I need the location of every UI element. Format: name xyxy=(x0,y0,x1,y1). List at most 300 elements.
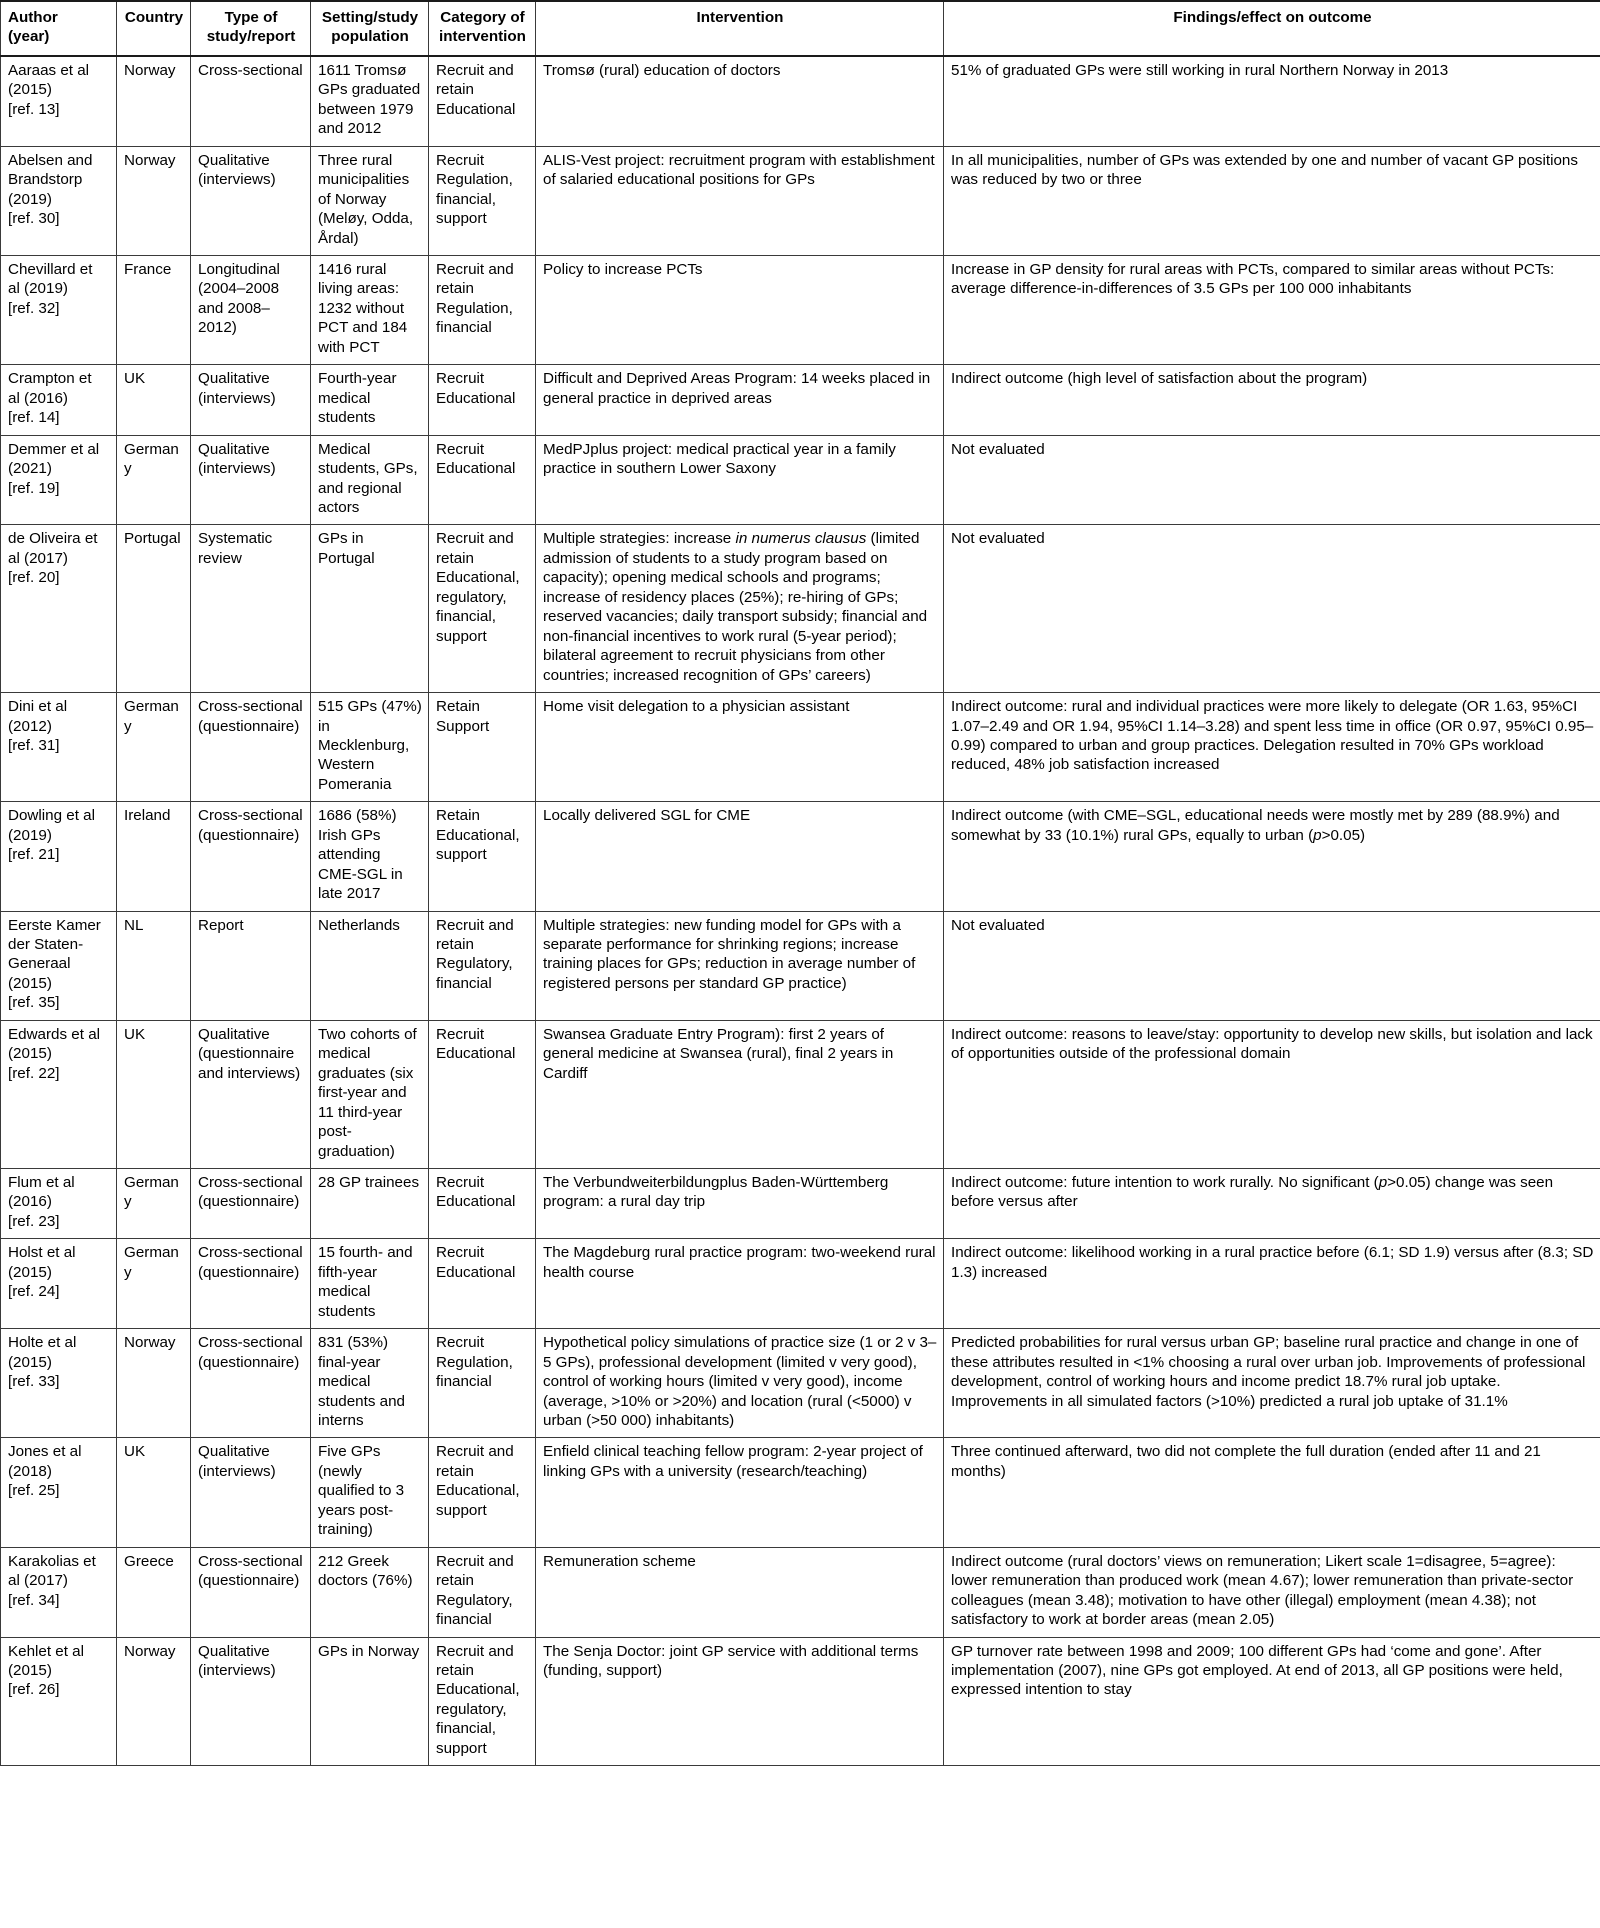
findings-text-italic: p xyxy=(1378,1174,1388,1192)
setting-text: 1686 (58%) Irish GPs attending CME-SGL in late 2017 xyxy=(318,807,403,903)
category-line: Educational xyxy=(436,1193,516,1211)
cell-intervention xyxy=(536,1637,944,1766)
cell-findings xyxy=(944,365,1600,435)
category-line: retain xyxy=(436,1661,474,1679)
category-line: Recruit xyxy=(436,151,485,169)
findings-text: Three continued afterward, two did not complete the full duration (ended after 11 and 21 months) xyxy=(951,1443,1541,1480)
table-row xyxy=(1,1169,1600,1239)
type-text: Cross-sectional xyxy=(198,61,303,79)
cell-type xyxy=(191,1239,311,1329)
cell-country xyxy=(117,1329,191,1438)
author-line: [ref. 34] xyxy=(8,1591,60,1609)
cell-findings xyxy=(944,56,1600,146)
country-text: Greece xyxy=(124,1552,174,1570)
findings-text-post: >0.05) change was seen before versus after xyxy=(951,1174,1554,1211)
author-line: Jones et al xyxy=(8,1443,82,1461)
author-line: [ref. 32] xyxy=(8,299,60,317)
author-line: Holst et al xyxy=(8,1244,76,1262)
author-line: der Staten- xyxy=(8,936,84,954)
table-row xyxy=(1,693,1600,802)
intervention-text: Enfield clinical teaching fellow program: 2-year project of linking GPs with a university (research/teaching) xyxy=(543,1443,923,1480)
author-line: (2015) xyxy=(8,974,52,992)
author-line: [ref. 21] xyxy=(8,846,60,864)
cell-category xyxy=(429,1020,536,1168)
cell-setting xyxy=(311,435,429,525)
category-line: support xyxy=(436,846,487,864)
cell-setting xyxy=(311,1169,429,1239)
author-line: Eerste Kamer xyxy=(8,916,101,934)
author-line: (2019) xyxy=(8,190,52,208)
cell-country xyxy=(117,1169,191,1239)
type-text: Qualitative (interviews) xyxy=(198,151,276,189)
country-text: Norway xyxy=(124,1642,176,1660)
setting-text: 15 fourth- and fifth-year medical students xyxy=(318,1244,413,1320)
author-line: (2012) xyxy=(8,717,52,735)
cell-findings xyxy=(944,1020,1600,1168)
author-line: Crampton et xyxy=(8,370,92,388)
cell-type xyxy=(191,1637,311,1766)
intervention-text: ALIS-Vest project: recruitment program with establishment of salaried educational positions for GPs xyxy=(543,151,935,189)
cell-intervention xyxy=(536,693,944,802)
cell-intervention xyxy=(536,435,944,525)
cell-setting xyxy=(311,1637,429,1766)
cell-author xyxy=(1,56,117,146)
intervention-text: MedPJplus project: medical practical year in a family practice in southern Lower Saxony xyxy=(543,440,896,478)
cell-type xyxy=(191,1438,311,1547)
category-line: financial xyxy=(436,974,492,992)
setting-text: 515 GPs (47%) in Mecklenburg, Western Pomerania xyxy=(318,698,422,793)
findings-text: Not evaluated xyxy=(951,440,1045,458)
column-header-category-line2: intervention xyxy=(439,28,526,46)
table-row xyxy=(1,56,1600,146)
author-line: [ref. 31] xyxy=(8,736,60,754)
column-header-findings xyxy=(944,1,1600,56)
category-line: Recruit xyxy=(436,1244,485,1262)
author-line: (2015) xyxy=(8,81,52,99)
setting-text: 1416 rural living areas: 1232 without PCT and 184 with PCT xyxy=(318,260,408,356)
setting-text: GPs in Portugal xyxy=(318,530,375,567)
cell-author xyxy=(1,435,117,525)
type-text: Cross-sectional (questionnaire) xyxy=(198,1244,303,1281)
author-line: al (2016) xyxy=(8,389,68,407)
author-line: Edwards et al xyxy=(8,1025,101,1043)
cell-author xyxy=(1,365,117,435)
setting-text: 831 (53%) final-year medical students and interns xyxy=(318,1334,405,1429)
category-line: Recruit xyxy=(436,440,485,458)
category-line: Recruit xyxy=(436,370,485,388)
setting-text: GPs in Norway xyxy=(318,1642,420,1660)
cell-category xyxy=(429,911,536,1020)
column-header-country-line1: Country xyxy=(124,9,184,26)
cell-findings xyxy=(944,802,1600,911)
column-header-setting-line2: population xyxy=(331,28,409,46)
intervention-text-italic: in numerus clausus xyxy=(735,530,867,548)
table-row xyxy=(1,525,1600,693)
cell-type xyxy=(191,56,311,146)
author-line: [ref. 35] xyxy=(8,994,60,1012)
author-line: (2015) xyxy=(8,1263,52,1281)
table-row xyxy=(1,911,1600,1020)
country-text: UK xyxy=(124,370,146,388)
category-line: Recruit and xyxy=(436,916,514,934)
cell-category xyxy=(429,56,536,146)
type-text: Cross-sectional (questionnaire) xyxy=(198,1174,303,1211)
cell-findings xyxy=(944,1169,1600,1239)
type-text: Qualitative (questionnaire and interviews) xyxy=(198,1025,301,1082)
cell-intervention xyxy=(536,1547,944,1637)
setting-text: Three rural municipalities of Norway (Meløy, Odda, Årdal) xyxy=(318,151,414,247)
cell-author xyxy=(1,802,117,911)
cell-findings xyxy=(944,435,1600,525)
country-text: Germany xyxy=(124,440,179,478)
type-text: Systematic review xyxy=(198,530,273,567)
column-header-type xyxy=(191,1,311,56)
author-line: [ref. 24] xyxy=(8,1283,60,1301)
setting-text: 1611 Tromsø GPs graduated between 1979 and 2012 xyxy=(318,61,421,138)
column-header-category-line1: Category of xyxy=(440,9,525,26)
cell-intervention xyxy=(536,146,944,255)
author-line: al (2017) xyxy=(8,1572,68,1590)
type-text: Cross-sectional (questionnaire) xyxy=(198,807,303,844)
cell-country xyxy=(117,1547,191,1637)
intervention-text-pre: Multiple strategies: increase xyxy=(543,530,736,548)
category-line: Recruit and xyxy=(436,530,514,548)
type-text: Qualitative (interviews) xyxy=(198,370,276,407)
country-text: Germany xyxy=(124,1244,179,1281)
cell-country xyxy=(117,693,191,802)
author-line: (2015) xyxy=(8,1661,52,1679)
category-line: financial xyxy=(436,319,492,337)
cell-country xyxy=(117,435,191,525)
cell-setting xyxy=(311,1239,429,1329)
cell-category xyxy=(429,1637,536,1766)
cell-category xyxy=(429,1438,536,1547)
author-line: Generaal xyxy=(8,955,71,973)
findings-text: Indirect outcome: likelihood working in a rural practice before (6.1; SD 1.9) versus after (8.3; SD 1.3) increased xyxy=(951,1244,1594,1281)
type-text: Report xyxy=(198,916,244,934)
cell-category xyxy=(429,693,536,802)
country-text: Norway xyxy=(124,151,176,169)
cell-setting xyxy=(311,1329,429,1438)
table-row xyxy=(1,802,1600,911)
cell-author xyxy=(1,146,117,255)
cell-setting xyxy=(311,525,429,693)
country-text: Ireland xyxy=(124,807,171,825)
category-line: Recruit xyxy=(436,1174,485,1192)
table-row xyxy=(1,365,1600,435)
findings-text-italic: p xyxy=(1313,826,1322,844)
cell-findings xyxy=(944,255,1600,364)
cell-setting xyxy=(311,1438,429,1547)
cell-category xyxy=(429,1547,536,1637)
author-line: Aaraas et al xyxy=(8,61,90,79)
findings-text: Not evaluated xyxy=(951,530,1045,548)
cell-type xyxy=(191,525,311,693)
country-text: Norway xyxy=(124,61,176,79)
findings-text: 51% of graduated GPs were still working in rural Northern Norway in 2013 xyxy=(951,61,1449,79)
cell-type xyxy=(191,1020,311,1168)
cell-category xyxy=(429,1239,536,1329)
cell-intervention xyxy=(536,1239,944,1329)
cell-country xyxy=(117,1239,191,1329)
cell-author xyxy=(1,1239,117,1329)
column-header-category xyxy=(429,1,536,56)
findings-text: Indirect outcome (rural doctors’ views on remuneration; Likert scale 1=disagree, 5=agree): lower remuneration than produced work (mean 4.67); lower remuneration than private-sector colleagues (mean 3.48); motivation to have other (illegal) employment (mean 4.38); not satisfactory to work at border areas (mean 2.05) xyxy=(951,1552,1574,1629)
column-header-type-line2: study/report xyxy=(206,28,296,46)
country-text: Portugal xyxy=(124,530,181,548)
type-text: Longitudinal (2004–2008 and 2008–2012) xyxy=(198,260,280,337)
author-line: (2021) xyxy=(8,460,52,478)
category-line: Educational, xyxy=(436,1482,520,1500)
author-line: Kehlet et al xyxy=(8,1642,84,1660)
column-header-findings-line1: Findings/effect on outcome xyxy=(1173,9,1372,26)
category-line: Regulation, xyxy=(436,299,513,317)
table-body xyxy=(1,56,1600,1766)
country-text: Norway xyxy=(124,1334,176,1352)
setting-text: Fourth-year medical students xyxy=(318,370,397,427)
cell-intervention xyxy=(536,802,944,911)
author-line: [ref. 25] xyxy=(8,1482,60,1500)
findings-text: Not evaluated xyxy=(951,916,1045,934)
category-line: retain xyxy=(436,280,474,298)
category-line: retain xyxy=(436,936,474,954)
author-line: (2018) xyxy=(8,1462,52,1480)
cell-category xyxy=(429,255,536,364)
country-text: Germany xyxy=(124,698,179,735)
author-line: [ref. 19] xyxy=(8,479,60,497)
category-line: Recruit xyxy=(436,1025,485,1043)
intervention-text: Remuneration scheme xyxy=(543,1552,696,1570)
cell-country xyxy=(117,56,191,146)
intervention-text: Locally delivered SGL for CME xyxy=(543,807,751,825)
country-text: UK xyxy=(124,1025,146,1043)
cell-type xyxy=(191,255,311,364)
country-text: NL xyxy=(124,916,144,934)
setting-text: Two cohorts of medical graduates (six first-year and 11 third-year post-graduation) xyxy=(318,1025,417,1160)
cell-author xyxy=(1,255,117,364)
category-line: financial, xyxy=(436,608,496,626)
cell-author xyxy=(1,1169,117,1239)
cell-author xyxy=(1,1020,117,1168)
findings-text: Increase in GP density for rural areas with PCTs, compared to similar areas without PCTs: average difference-in-differences of 3.5 GPs per 100 000 inhabitants xyxy=(951,260,1555,298)
cell-intervention xyxy=(536,1020,944,1168)
author-line: [ref. 20] xyxy=(8,569,60,587)
cell-intervention xyxy=(536,56,944,146)
category-line: Educational, xyxy=(436,826,520,844)
category-line: Educational xyxy=(436,1263,516,1281)
category-line: regulatory, xyxy=(436,1700,507,1718)
category-line: Regulatory, xyxy=(436,955,513,973)
category-line: Recruit and xyxy=(436,260,514,278)
author-line: Brandstorp xyxy=(8,171,83,189)
cell-type xyxy=(191,1169,311,1239)
author-line: Chevillard et xyxy=(8,260,93,278)
category-line: support xyxy=(436,210,487,228)
author-line: [ref. 14] xyxy=(8,409,60,427)
author-line: Abelsen and xyxy=(8,151,93,169)
intervention-text: The Verbundweiterbildungplus Baden-Württemberg program: a rural day trip xyxy=(543,1174,889,1211)
column-header-intervention-line1: Intervention xyxy=(696,9,784,26)
cell-country xyxy=(117,146,191,255)
category-line: support xyxy=(436,1739,487,1757)
cell-type xyxy=(191,1547,311,1637)
cell-author xyxy=(1,693,117,802)
category-line: Recruit and xyxy=(436,61,514,79)
author-line: (2016) xyxy=(8,1193,52,1211)
findings-text-pre: Indirect outcome: future intention to work rurally. No significant ( xyxy=(951,1174,1379,1192)
column-header-setting xyxy=(311,1,429,56)
setting-text: Medical students, GPs, and regional actors xyxy=(318,440,418,516)
author-line: [ref. 13] xyxy=(8,100,60,118)
author-line: Flum et al xyxy=(8,1174,75,1192)
findings-text: Indirect outcome: rural and individual practices were more likely to delegate (OR 1.63, 95%CI 1.07–2.49 and OR 1.94, 95%CI 1.14–3.28) and spent less time in office (OR 0.97, 95%CI 0.95–0.99) compared to urban and group practices. Delegation resulted in 70% GPs workload reduced, 48% job satisfaction increased xyxy=(951,698,1594,774)
category-line: financial xyxy=(436,1373,492,1391)
author-line: (2019) xyxy=(8,826,52,844)
type-text: Cross-sectional (questionnaire) xyxy=(198,698,303,735)
author-line: [ref. 22] xyxy=(8,1064,60,1082)
category-line: Regulation, xyxy=(436,171,513,189)
cell-country xyxy=(117,525,191,693)
category-line: financial xyxy=(436,1611,492,1629)
cell-findings xyxy=(944,1329,1600,1438)
intervention-text: The Senja Doctor: joint GP service with additional terms (funding, support) xyxy=(543,1642,919,1679)
cell-setting xyxy=(311,911,429,1020)
column-header-author-line1: Author xyxy=(8,9,58,26)
intervention-text: Multiple strategies: new funding model for GPs with a separate performance for shrinking regions; increase training places for GPs; reduction in average number of registered persons per standard GP practice) xyxy=(543,916,916,992)
intervention-text: Home visit delegation to a physician assistant xyxy=(543,698,850,716)
category-line: Recruit and xyxy=(436,1552,514,1570)
category-line: Support xyxy=(436,717,490,735)
author-line: (2015) xyxy=(8,1353,52,1371)
category-line: Regulatory, xyxy=(436,1591,513,1609)
setting-text: 28 GP trainees xyxy=(318,1174,420,1192)
cell-type xyxy=(191,146,311,255)
cell-country xyxy=(117,1637,191,1766)
cell-intervention xyxy=(536,255,944,364)
category-line: Educational, xyxy=(436,569,520,587)
cell-country xyxy=(117,365,191,435)
category-line: Educational, xyxy=(436,1681,520,1699)
column-header-author xyxy=(1,1,117,56)
setting-text: Five GPs (newly qualified to 3 years post-training) xyxy=(318,1443,405,1539)
author-line: Dowling et al xyxy=(8,807,95,825)
author-line: al (2017) xyxy=(8,549,68,567)
category-line: retain xyxy=(436,549,474,567)
cell-category xyxy=(429,146,536,255)
intervention-text: Hypothetical policy simulations of practice size (1 or 2 v 3–5 GPs), professional development (limited v very good), control of working hours (limited v very good), income (average, >10% or >20%) and location (rural (<5000) v urban (>50 000) inhabitants) xyxy=(543,1334,937,1429)
intervention-text-post: (limited admission of students to a study program based on capacity); opening medical schools and programs; increase of residency places (25%); re-hiring of GPs; reserved vacancies; daily transport subsidy; financial and non-financial incentives to work rural (5-year period); bilateral agreement to recruit physicians from other countries; increased recognition of GPs’ careers) xyxy=(543,530,928,684)
category-line: Retain xyxy=(436,698,480,716)
category-line: Retain xyxy=(436,807,480,825)
category-line: Educational xyxy=(436,389,516,407)
findings-text-pre: Indirect outcome (with CME–SGL, educational needs were mostly met by 289 (88.9%) and somewhat by 33 (10.1%) rural GPs, equally to urban ( xyxy=(951,807,1560,844)
cell-setting xyxy=(311,802,429,911)
cell-setting xyxy=(311,255,429,364)
author-line: de Oliveira et xyxy=(8,530,98,548)
table-row xyxy=(1,1438,1600,1547)
author-line: [ref. 33] xyxy=(8,1373,60,1391)
table-row xyxy=(1,435,1600,525)
category-line: Educational xyxy=(436,100,516,118)
table-row xyxy=(1,1547,1600,1637)
findings-text: Indirect outcome: reasons to leave/stay: opportunity to develop new skills, but isolation and lack of opportunities outside of the professional domain xyxy=(951,1025,1593,1063)
cell-setting xyxy=(311,1547,429,1637)
cell-findings xyxy=(944,1239,1600,1329)
cell-intervention xyxy=(536,525,944,693)
column-header-author-line2: (year) xyxy=(8,28,50,46)
cell-intervention xyxy=(536,1329,944,1438)
author-line: al (2019) xyxy=(8,280,68,298)
category-line: retain xyxy=(436,81,474,99)
table-row xyxy=(1,1329,1600,1438)
cell-setting xyxy=(311,365,429,435)
author-line: [ref. 23] xyxy=(8,1212,60,1230)
type-text: Cross-sectional (questionnaire) xyxy=(198,1552,303,1590)
intervention-text: The Magdeburg rural practice program: two-weekend rural health course xyxy=(543,1244,936,1281)
cell-category xyxy=(429,1169,536,1239)
category-line: retain xyxy=(436,1462,474,1480)
cell-author xyxy=(1,1329,117,1438)
table-header xyxy=(1,1,1600,56)
cell-findings xyxy=(944,693,1600,802)
intervention-text: Tromsø (rural) education of doctors xyxy=(543,61,781,79)
findings-text-post: >0.05) xyxy=(1321,826,1366,844)
cell-findings xyxy=(944,1547,1600,1637)
table-row xyxy=(1,146,1600,255)
intervention-text: Policy to increase PCTs xyxy=(543,260,703,278)
cell-intervention xyxy=(536,911,944,1020)
category-line: Recruit xyxy=(436,1334,485,1352)
cell-findings xyxy=(944,1438,1600,1547)
author-line: [ref. 26] xyxy=(8,1681,60,1699)
header-row xyxy=(1,1,1600,56)
cell-setting xyxy=(311,1020,429,1168)
setting-text: 212 Greek doctors (76%) xyxy=(318,1552,413,1590)
cell-type xyxy=(191,1329,311,1438)
cell-findings xyxy=(944,1637,1600,1766)
cell-findings xyxy=(944,525,1600,693)
findings-text: In all municipalities, number of GPs was extended by one and number of vacant GP positions was reduced by two or three xyxy=(951,151,1578,189)
cell-setting xyxy=(311,693,429,802)
country-text: France xyxy=(124,260,172,278)
column-header-intervention xyxy=(536,1,944,56)
cell-author xyxy=(1,525,117,693)
column-header-type-line1: Type of xyxy=(224,9,278,26)
findings-text: Predicted probabilities for rural versus urban GP; baseline rural practice and change in one of these attributes resulted in <1% choosing a rural over urban job. Improvements of professional development, control of working hours and income predict 18.7% rural job uptake. Improvements in all simulated factors (>10%) predicted a rural job uptake of 31.1% xyxy=(951,1334,1586,1410)
author-line: Holte et al xyxy=(8,1334,77,1352)
cell-setting xyxy=(311,146,429,255)
cell-country xyxy=(117,1438,191,1547)
author-line: [ref. 30] xyxy=(8,210,60,228)
cell-country xyxy=(117,255,191,364)
author-line: Dini et al xyxy=(8,698,68,716)
table-row xyxy=(1,255,1600,364)
findings-text: GP turnover rate between 1998 and 2009; 100 different GPs had ‘come and gone’. After implementation (2007), nine GPs got employed. At end of 2013, all GP positions were held, expressed intention to stay xyxy=(951,1642,1563,1699)
author-line: Karakolias et xyxy=(8,1552,96,1570)
category-line: support xyxy=(436,627,487,645)
cell-setting xyxy=(311,56,429,146)
setting-text: Netherlands xyxy=(318,916,400,934)
category-line: Educational xyxy=(436,460,516,478)
author-line: Demmer et al xyxy=(8,440,100,458)
cell-country xyxy=(117,911,191,1020)
country-text: UK xyxy=(124,1443,146,1461)
type-text: Qualitative (interviews) xyxy=(198,1443,276,1480)
cell-country xyxy=(117,802,191,911)
type-text: Qualitative (interviews) xyxy=(198,440,276,478)
type-text: Qualitative (interviews) xyxy=(198,1642,276,1679)
intervention-text: Swansea Graduate Entry Program): first 2 years of general medicine at Swansea (rural), final 2 years in Cardiff xyxy=(543,1025,894,1082)
